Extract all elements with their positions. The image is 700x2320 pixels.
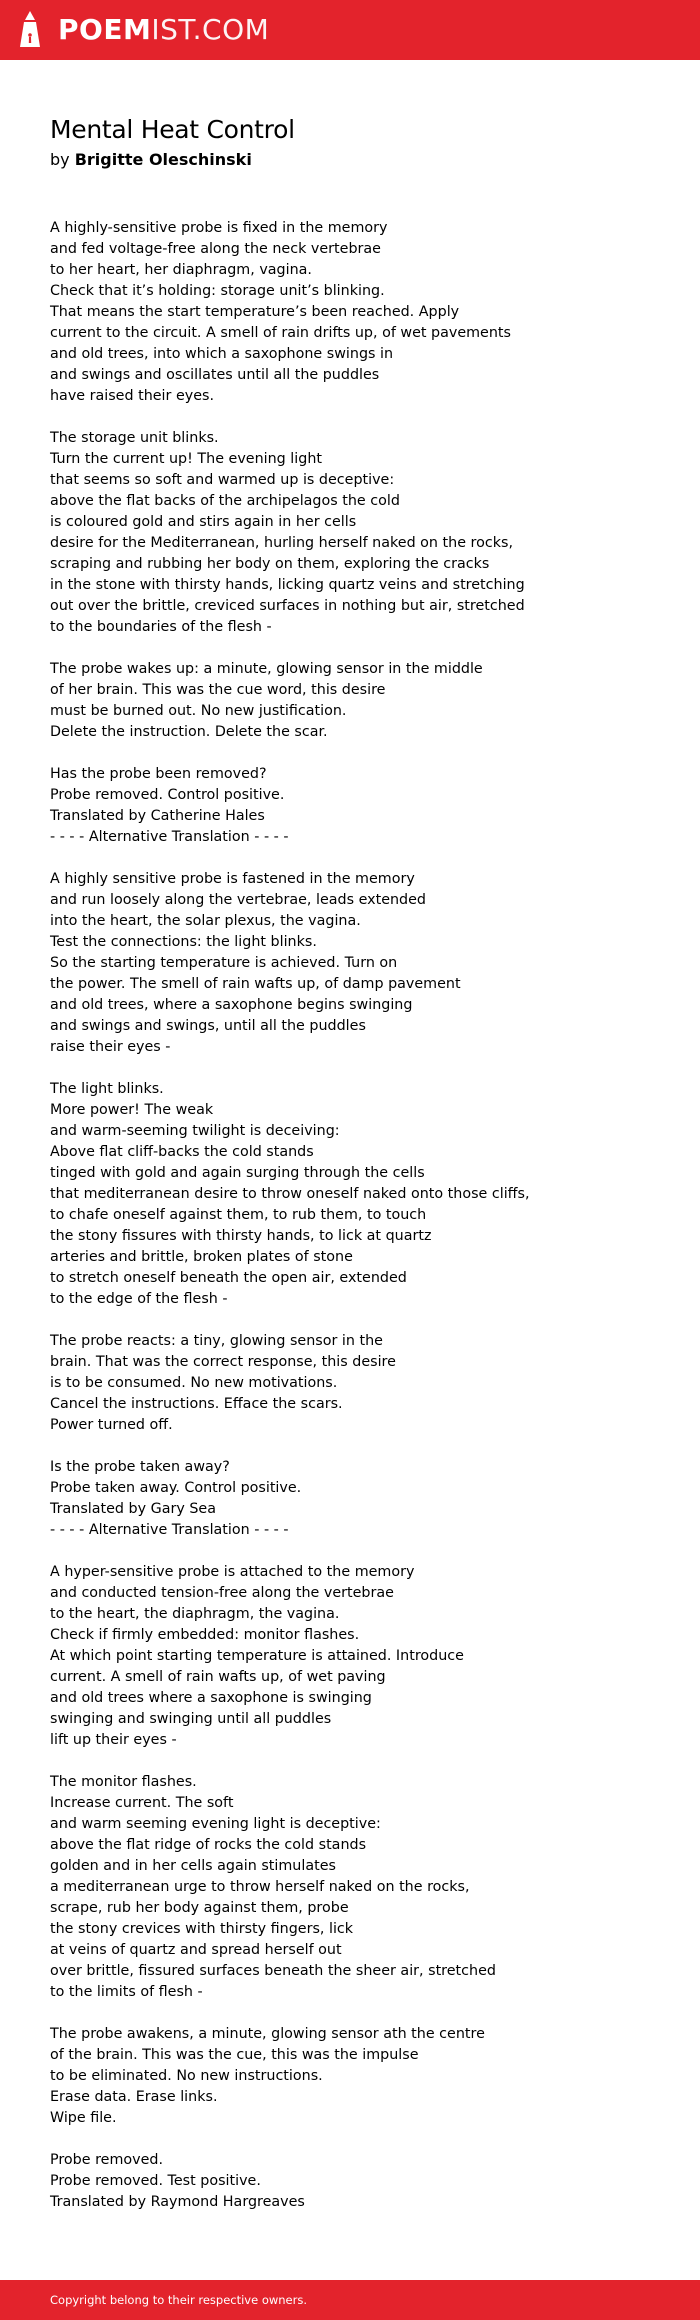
poem-line: golden and in her cells again stimulates [50, 1858, 336, 1874]
poem-line: A highly sensitive probe is fastened in the memory [50, 871, 415, 887]
poem-line: current to the circuit. A smell of rain drifts up, of wet pavements [50, 325, 511, 341]
poem-line: Cancel the instructions. Efface the scars. [50, 1396, 343, 1412]
poem-line: a mediterranean urge to throw herself naked on the rocks, [50, 1879, 470, 1895]
poem-line: to the limits of flesh - [50, 1984, 203, 2000]
poem-line: and old trees, into which a saxophone swings in [50, 346, 394, 362]
stanza-break [50, 2003, 670, 2024]
poem-line: to the boundaries of the flesh - [50, 619, 272, 635]
poem-line: Turn the current up! The evening light [50, 451, 322, 467]
poem-line: lift up their eyes - [50, 1732, 177, 1748]
poem-line: Probe removed. Control positive. [50, 787, 285, 803]
poem-body [50, 218, 670, 2213]
pen-nib-icon [18, 10, 42, 50]
poem-line: Power turned off. [50, 1417, 173, 1433]
poem-line: and warm seeming evening light is deceptive: [50, 1816, 381, 1832]
author-name-link[interactable]: Brigitte Oleschinski [74, 150, 252, 169]
poem-title: Mental Heat Control [50, 115, 295, 144]
poem-line: the power. The smell of rain wafts up, of damp pavement [50, 976, 461, 992]
poem-line: must be burned out. No new justification. [50, 703, 347, 719]
poem-line: Test the connections: the light blinks. [50, 934, 317, 950]
poem-line: Above flat cliff-backs the cold stands [50, 1144, 314, 1160]
poem-byline [50, 150, 670, 170]
poem-line: The monitor flashes. [50, 1774, 197, 1790]
stanza-break [50, 1436, 670, 1457]
poem-line: to the edge of the flesh - [50, 1291, 228, 1307]
poem-line: A highly-sensitive probe is fixed in the memory [50, 220, 388, 236]
stanza-break [50, 743, 670, 764]
poem-line: of her brain. This was the cue word, this desire [50, 682, 386, 698]
poem-line: Translated by Gary Sea [50, 1501, 216, 1517]
copyright-notice: Copyright belong to their respective owners. [50, 2293, 308, 2307]
poem-line: to chafe oneself against them, to rub them, to touch [50, 1207, 427, 1223]
poem-line: at veins of quartz and spread herself out [50, 1942, 342, 1958]
poem-line: Delete the instruction. Delete the scar. [50, 724, 328, 740]
poem-line: and swings and oscillates until all the puddles [50, 367, 380, 383]
poem-line: to her heart, her diaphragm, vagina. [50, 262, 312, 278]
poem-line: that seems so soft and warmed up is deceptive: [50, 472, 395, 488]
poem-line: That means the start temperature’s been reached. Apply [50, 304, 460, 320]
poem-line: and old trees, where a saxophone begins swinging [50, 997, 413, 1013]
stanza-break [50, 1751, 670, 1772]
poem-line: to be eliminated. No new instructions. [50, 2068, 323, 2084]
stanza-break [50, 1058, 670, 1079]
poem-line: over brittle, fissured surfaces beneath the sheer air, stretched [50, 1963, 496, 1979]
poem-line: Wipe file. [50, 2110, 117, 2126]
site-logo-text [58, 10, 269, 50]
stanza-break [50, 1541, 670, 1562]
stanza-break [50, 848, 670, 869]
poem-line: - - - - Alternative Translation - - - - [50, 829, 289, 845]
poem-line: and conducted tension-free along the vertebrae [50, 1585, 394, 1601]
poem-line: and fed voltage-free along the neck vertebrae [50, 241, 381, 257]
poem-line: The storage unit blinks. [50, 430, 219, 446]
poem-line: in the stone with thirsty hands, licking quartz veins and stretching [50, 577, 525, 593]
poem-line: brain. That was the correct response, this desire [50, 1354, 396, 1370]
byline-label: by [50, 150, 70, 169]
poem-line: The probe reacts: a tiny, glowing sensor in the [50, 1333, 383, 1349]
site-footer [0, 2280, 700, 2320]
poem-line: is coloured gold and stirs again in her cells [50, 514, 357, 530]
poem-line: Probe removed. Test positive. [50, 2173, 261, 2189]
poem-line: Translated by Catherine Hales [50, 808, 265, 824]
poem-line: Check if firmly embedded: monitor flashes. [50, 1627, 360, 1643]
logo-wordmark-rest: IST.COM [151, 13, 270, 46]
logo-wordmark-bold: POEM [58, 13, 152, 46]
poem-line: Check that it’s holding: storage unit’s blinking. [50, 283, 385, 299]
poem-line: The probe awakens, a minute, glowing sensor ath the centre [50, 2026, 485, 2042]
stanza-break [50, 638, 670, 659]
poem-line: Probe taken away. Control positive. [50, 1480, 302, 1496]
poem-line: So the starting temperature is achieved. Turn on [50, 955, 398, 971]
poem-line: and swings and swings, until all the puddles [50, 1018, 366, 1034]
poem-line: Increase current. The soft [50, 1795, 234, 1811]
poem-line: to stretch oneself beneath the open air, extended [50, 1270, 407, 1286]
poem-line: A hyper-sensitive probe is attached to the memory [50, 1564, 415, 1580]
site-header [0, 0, 700, 60]
poem-line: that mediterranean desire to throw oneself naked onto those cliffs, [50, 1186, 530, 1202]
site-logo-link[interactable] [18, 10, 269, 50]
poem-line: More power! The weak [50, 1102, 214, 1118]
poem-line: and warm-seeming twilight is deceiving: [50, 1123, 340, 1139]
poem-line: swinging and swinging until all puddles [50, 1711, 332, 1727]
poem-line: above the flat backs of the archipelagos the cold [50, 493, 400, 509]
poem-line: is to be consumed. No new motivations. [50, 1375, 338, 1391]
stanza-break [50, 2129, 670, 2150]
poem-line: raise their eyes - [50, 1039, 171, 1055]
poem-line: Is the probe taken away? [50, 1459, 230, 1475]
poem-line: out over the brittle, creviced surfaces in nothing but air, stretched [50, 598, 525, 614]
poem-line: of the brain. This was the cue, this was the impulse [50, 2047, 419, 2063]
poem-line: to the heart, the diaphragm, the vagina. [50, 1606, 340, 1622]
poem-line: scrape, rub her body against them, probe [50, 1900, 349, 1916]
stanza-break [50, 407, 670, 428]
poem-line: and old trees where a saxophone is swinging [50, 1690, 372, 1706]
poem-line: above the flat ridge of rocks the cold stands [50, 1837, 367, 1853]
poem-line: and run loosely along the vertebrae, leads extended [50, 892, 426, 908]
poem-line: Erase data. Erase links. [50, 2089, 218, 2105]
poem-line: arteries and brittle, broken plates of stone [50, 1249, 353, 1265]
poem-line: tinged with gold and again surging through the cells [50, 1165, 425, 1181]
poem-line: Translated by Raymond Hargreaves [50, 2194, 305, 2210]
poem-line: scraping and rubbing her body on them, exploring the cracks [50, 556, 490, 572]
poem-line: the stony fissures with thirsty hands, to lick at quartz [50, 1228, 432, 1244]
poem-content [50, 114, 670, 2213]
poem-line: The probe wakes up: a minute, glowing sensor in the middle [50, 661, 483, 677]
stanza-break [50, 1310, 670, 1331]
poem-line: The light blinks. [50, 1081, 164, 1097]
poem-line: At which point starting temperature is attained. Introduce [50, 1648, 464, 1664]
poem-line: Has the probe been removed? [50, 766, 267, 782]
poem-line: the stony crevices with thirsty fingers, lick [50, 1921, 354, 1937]
poem-line: into the heart, the solar plexus, the vagina. [50, 913, 361, 929]
poem-line: - - - - Alternative Translation - - - - [50, 1522, 289, 1538]
poem-line: desire for the Mediterranean, hurling herself naked on the rocks, [50, 535, 513, 551]
poem-line: current. A smell of rain wafts up, of wet paving [50, 1669, 386, 1685]
poem-line: have raised their eyes. [50, 388, 215, 404]
poem-line: Probe removed. [50, 2152, 164, 2168]
